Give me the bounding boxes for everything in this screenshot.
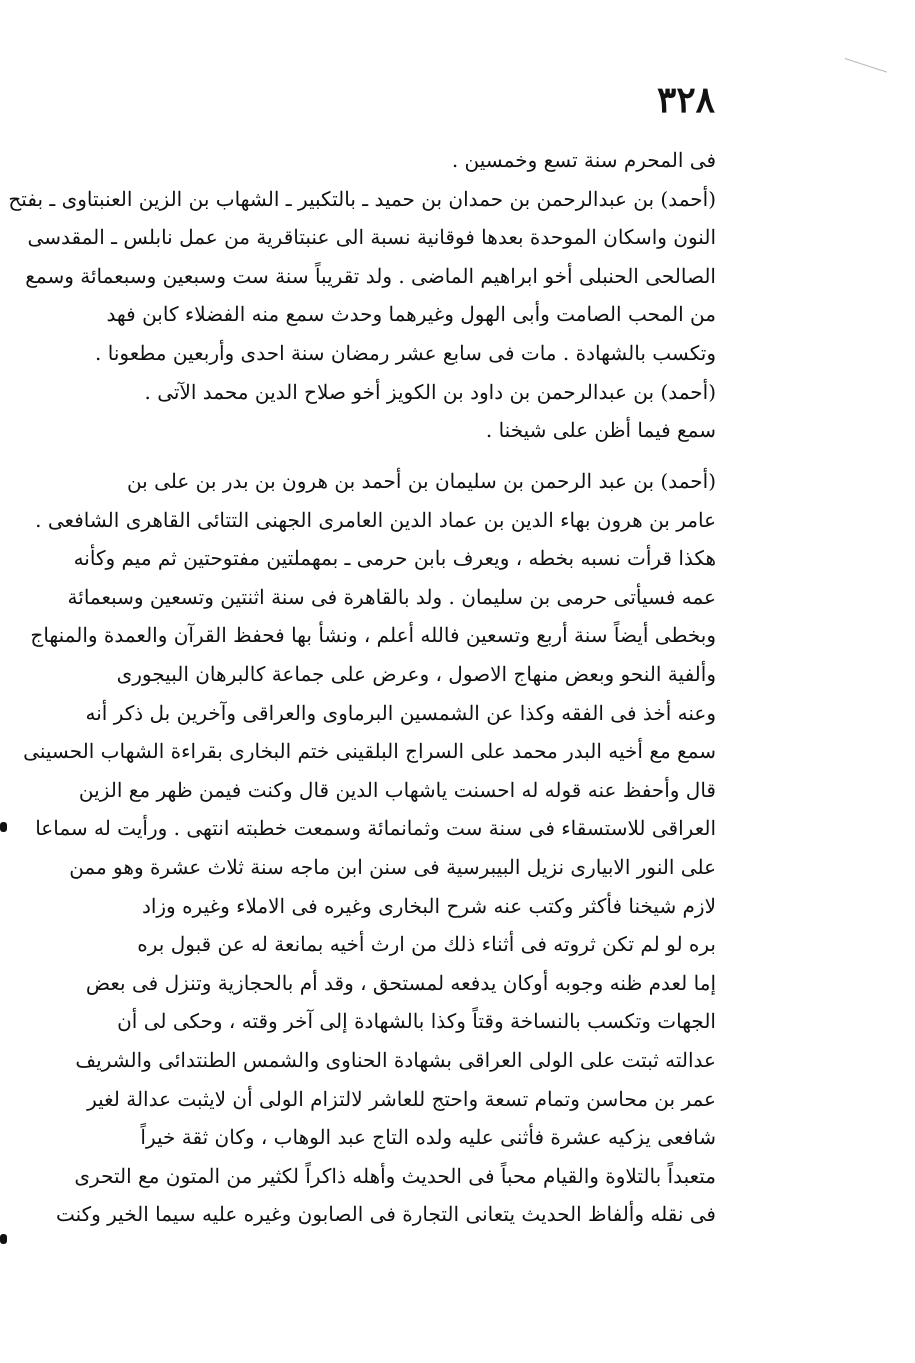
page-number: ٣٢٨ (656, 79, 715, 121)
text-line: النون واسكان الموحدة بعدها فوقانية نسبة الى عنبتاقرية من عمل نابلس ـ المقدسى (27, 225, 716, 250)
text-line: بره لو لم تكن ثروته فى أثناء ذلك من ارث أخيه بمانعة له عن قبول بره (137, 932, 716, 957)
text-line: العراقى للاستسقاء فى سنة ست وثمانمائة وسمعت خطبته انتهى . ورأيت له سماعا (35, 816, 716, 841)
text-line: إما لعدم ظنه وجوبه أوكان يدفعه لمستحق ، وقد أم بالحجازية وتنزل فى بعض (85, 970, 716, 995)
text-line: متعبداً بالتلاوة والقيام محباً فى الحديث وأهله ذاكراً لكثير من المتون مع التحرى (74, 1163, 716, 1188)
text-line: وتكسب بالشهادة . مات فى سابع عشر رمضان سنة احدى وأربعين مطعونا . (95, 340, 716, 365)
text-line: على النور الابيارى نزيل البيبرسية فى سنن ابن ماجه سنة ثلاث عشرة وهو ممن (69, 854, 716, 879)
text-line: (أحمد) بن عبدالرحمن بن داود بن الكويز أخو صلاح الدين محمد الآتى . (144, 379, 716, 404)
text-line: وبخطى أيضاً سنة أربع وتسعين فالله أعلم ، ونشأ بها فحفظ القرآن والعمدة والمنهاج (30, 623, 716, 648)
text-block-first-entries (8, 141, 716, 450)
text-line: وألفية النحو وبعض منهاج الاصول ، وعرض على جماعة كالبرهان البيجورى (116, 661, 716, 686)
text-line: فى المحرم سنة تسع وخمسين . (451, 148, 716, 172)
text-line: عمر بن محاسن وتمام تسعة واحتج للعاشر لالتزام الولى أن لايثبت عدالة لغير (87, 1086, 716, 1111)
text-line: وعنه أخذ فى الفقه وكذا عن الشمسين البرماوى والعراقى وآخرين بل ذكر أنه (85, 700, 716, 725)
text-line: شافعى يزكيه عشرة فأثنى عليه ولده التاج عبد الوهاب ، وكان ثقة خيراً (140, 1125, 716, 1150)
scan-artifact-line (845, 58, 887, 73)
text-line: عمه فسيأتى حرمى بن سليمان . ولد بالقاهرة فى سنة اثنتين وتسعين وسبعمائة (67, 584, 716, 609)
text-line: من المحب الصامت وأبى الهول وغيرهما وحدث سمع منه الفضلاء كابن فهد (106, 302, 716, 327)
text-line: قال وأحفظ عنه قوله له احسنت ياشهاب الدين قال وكنت فيمن ظهر مع الزين (78, 777, 716, 802)
text-block-main-entry (23, 462, 716, 1234)
text-line: عدالته ثبتت على الولى العراقى بشهادة الحناوى والشمس الطنتدائى والشريف (75, 1047, 716, 1072)
text-line: الصالحى الحنبلى أخو ابراهيم الماضى . ولد تقريباً سنة ست وسبعين وسبعمائة وسمع (25, 263, 716, 288)
text-line: الجهات وتكسب بالنساخة وقتاً وكذا بالشهادة إلى آخر وقته ، وحكى لى أن (117, 1009, 716, 1034)
margin-ink-mark (0, 822, 7, 832)
text-line: لازم شيخنا فأكثر وكتب عنه شرح البخارى وغيره فى الاملاء وغيره وزاد (141, 893, 716, 918)
text-line: (أحمد) بن عبد الرحمن بن سليمان بن أحمد بن هرون بن بدر بن على بن (126, 469, 716, 493)
margin-ink-mark (0, 1234, 7, 1244)
text-line: فى نقله وألفاظ الحديث يتعانى التجارة فى الصابون وغيره عليه سيما الخير وكنت (55, 1202, 716, 1227)
text-line: سمع مع أخيه البدر محمد على السراج البلقينى ختم البخارى بقراءة الشهاب الحسينى (23, 739, 716, 764)
text-line: (أحمد) بن عبدالرحمن بن حمدان بن حميد ـ بالتكبير ـ الشهاب بن الزين العنبتاوى ـ بفتح (8, 186, 716, 211)
text-line: سمع فيما أظن على شيخنا . (485, 418, 716, 443)
text-line: هكذا قرأت نسبه بخطه ، ويعرف بابن حرمى ـ بمهملتين مفتوحتين ثم ميم وكأنه (73, 546, 716, 571)
text-line: عامر بن هرون بهاء الدين بن عماد الدين العامرى الجهنى التتائى القاهرى الشافعى . (35, 507, 716, 532)
